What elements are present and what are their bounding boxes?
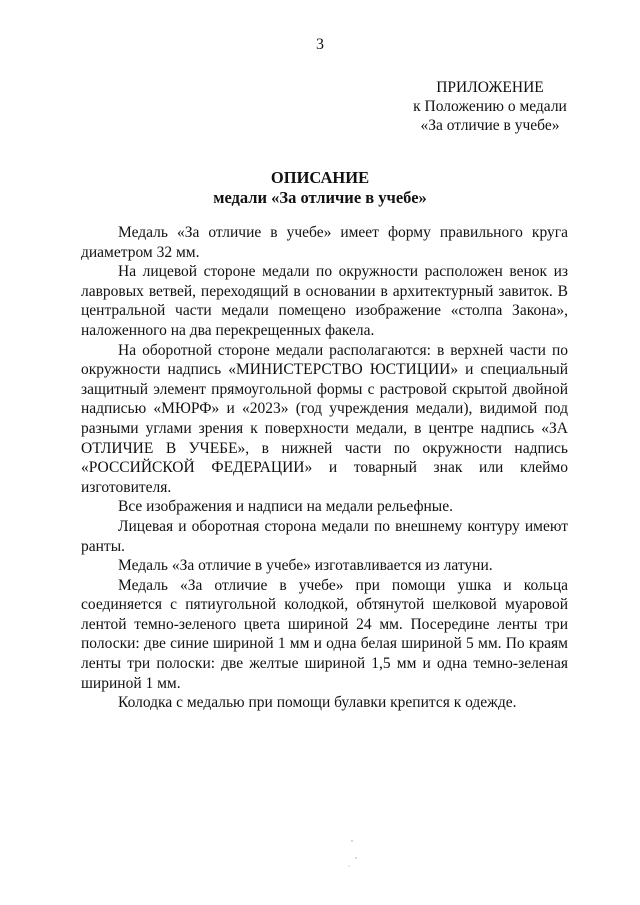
scan-speck: [348, 865, 349, 866]
document-heading: ОПИСАНИЕ: [270, 168, 370, 187]
appendix-title: ПРИЛОЖЕНИЕ: [436, 79, 544, 96]
scan-speck: [351, 840, 352, 841]
appendix-header: [380, 78, 600, 135]
paragraph-obverse: На лицевой стороне медали по окружности расположен венок из лавровых ветвей, переходящий в основании в архитектурный завиток. В центральной части медали помещено изображение «столпа Закона», наложенного на два перекрещенных факела.: [81, 263, 568, 339]
paragraph-reverse: На оборотной стороне медали располагаются: в верхней части по окружности надпись «МИНИСТЕРСТВО ЮСТИЦИИ» и специальный защитный элемент прямоугольной формы с растровой скрытой двойной надписью «МЮРФ» и «2023» (год учреждения медали), видимой под разными углами зрения к поверхности медали, в центре надпись «ЗА ОТЛИЧИЕ В УЧЕБЕ», в нижней части по окружности надпись «РОССИЙСКОЙ ФЕДЕРАЦИИ» и товарный знак или клеймо изготовителя.: [81, 341, 568, 496]
paragraph-material: Медаль «За отличие в учебе» изготавливается из латуни.: [118, 557, 493, 575]
appendix-reference: к Положению о медали: [413, 98, 567, 115]
paragraph-attachment: Колодка с медалью при помощи булавки крепится к одежде.: [118, 694, 517, 712]
paragraph-rims: Лицевая и оборотная сторона медали по внешнему контуру имеют ранты.: [81, 517, 568, 555]
paragraph-ribbon: Медаль «За отличие в учебе» при помощи ушка и кольца соединяется с пятиугольной колодкой, обтянутой шелковой муаровой лентой темно-зеленого цвета шириной 24 мм. Посередине ленты три полоски: две синие шириной 1 мм и одна белая шириной 5 мм. По краям ленты три полоски: две желтые шириной 1,5 мм и одна темно-зеленая шириной 1 мм.: [81, 576, 568, 692]
document-subheading: медали «За отличие в учебе»: [213, 188, 427, 207]
document-title: [0, 168, 640, 208]
description-body: [81, 223, 568, 713]
paragraph-relief: Все изображения и надписи на медали рельефные.: [118, 498, 453, 516]
scan-speck: [355, 857, 356, 858]
appendix-medal-name: «За отличие в учебе»: [420, 117, 560, 134]
page-number: 3: [316, 36, 324, 53]
paragraph-shape: Медаль «За отличие в учебе» имеет форму правильного круга диаметром 32 мм.: [81, 224, 568, 261]
